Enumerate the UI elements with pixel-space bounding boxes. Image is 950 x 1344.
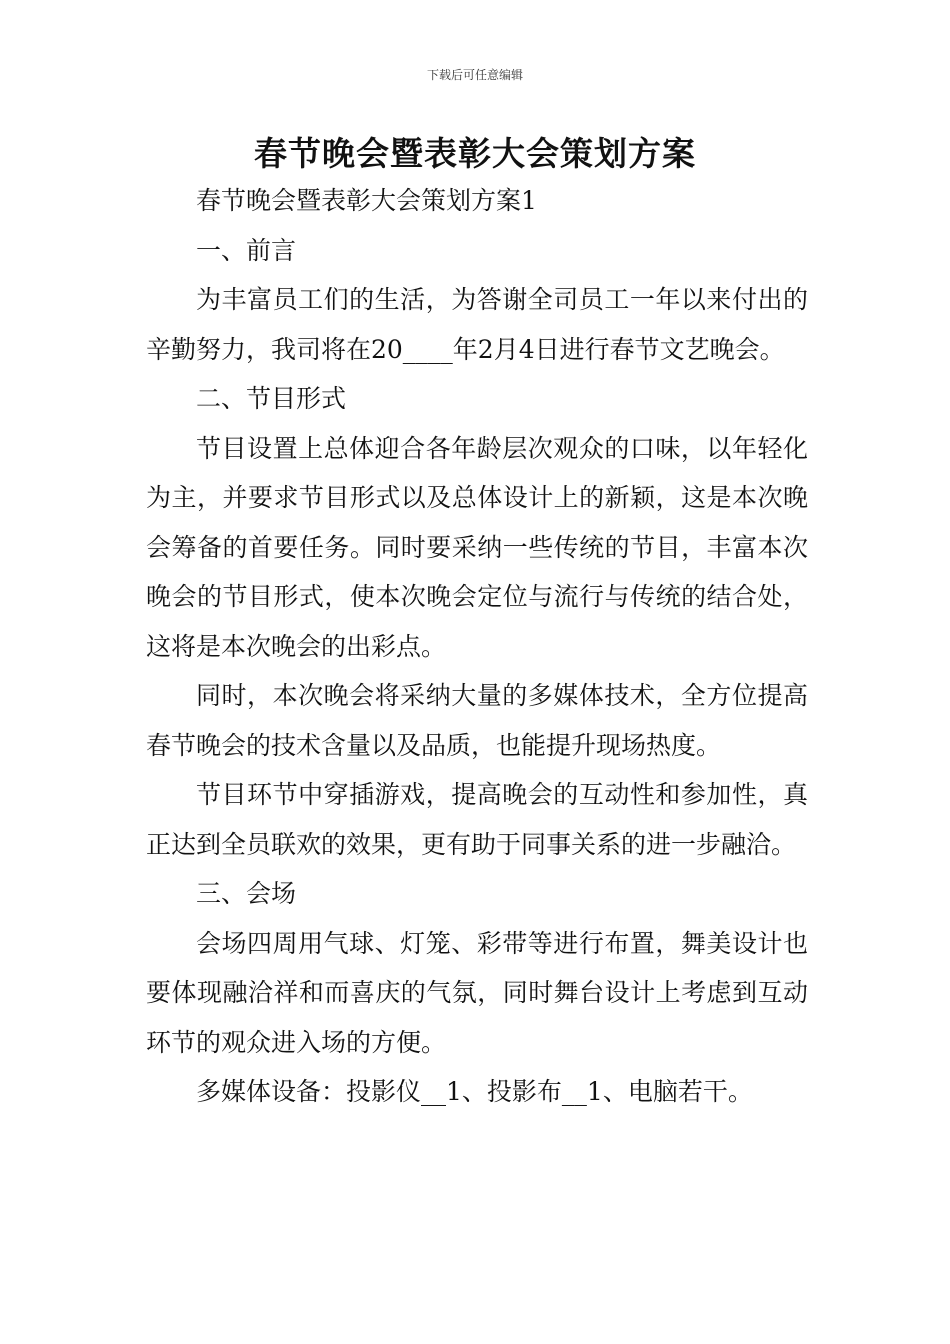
paragraph-program-format: 节目设置上总体迎合各年龄层次观众的口味，以年轻化为主，并要求节目形式以及总体设计上的新颖，这是本次晚会筹备的首要任务。同时要采纳一些传统的节目，丰富本次晚会的节目形式，使本次晚会定位与流行与传统的结合处，这将是本次晚会的出彩点。 — [146, 433, 808, 661]
document-title: 春节晚会暨表彰大会策划方案 — [254, 134, 696, 173]
section-heading-preface: 一、前言 — [196, 235, 297, 265]
paragraph-games: 节目环节中穿插游戏，提高晚会的互动性和参加性，真正达到全员联欢的效果，更有助于同事关系的进一步融洽。 — [146, 780, 808, 859]
paragraph-subtitle: 春节晚会暨表彰大会策划方案1 — [196, 186, 537, 215]
section-heading-program-format: 二、节目形式 — [196, 384, 347, 413]
section-heading-venue: 三、会场 — [196, 879, 297, 908]
paragraph-multimedia: 同时，本次晚会将采纳大量的多媒体技术，全方位提高春节晚会的技术含量以及品质，也能提升现场热度。 — [146, 681, 808, 760]
paragraph-venue: 会场四周用气球、灯笼、彩带等进行布置，舞美设计也要体现融洽祥和而喜庆的气氛，同时舞台设计上考虑到互动环节的观众进入场的方便。 — [146, 928, 808, 1057]
document-body — [146, 176, 808, 1117]
paragraph-equipment: 多媒体设备：投影仪__1、投影布__1、电脑若干。 — [196, 1077, 753, 1106]
paragraph-preface: 为丰富员工们的生活，为答谢全司员工一年以来付出的辛勤努力，我司将在20____年2月4日进行春节文艺晚会。 — [146, 285, 808, 364]
header-note: 下载后可任意编辑 — [426, 68, 523, 82]
